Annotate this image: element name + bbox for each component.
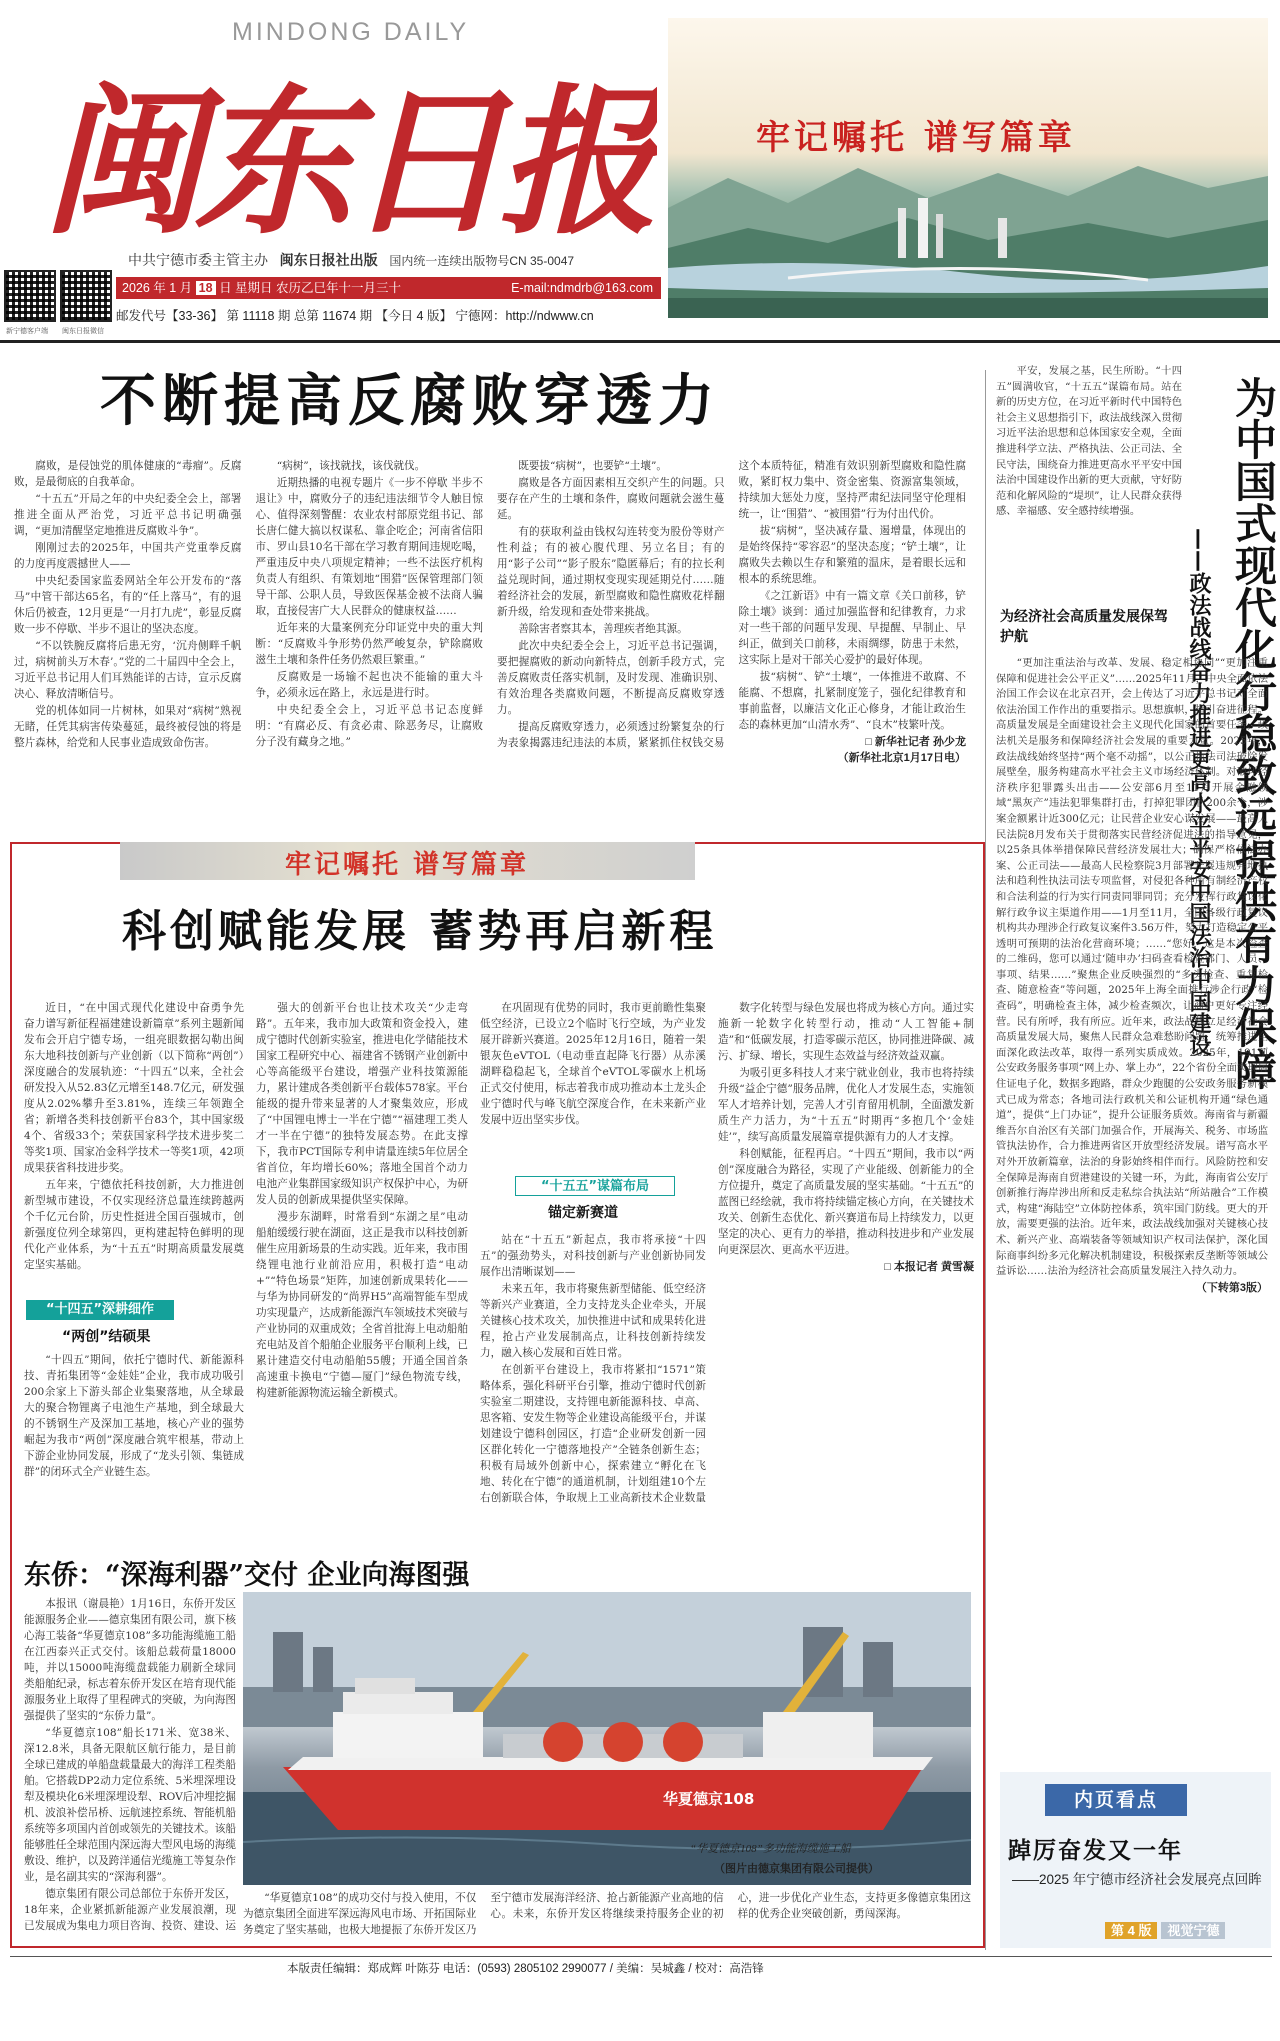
lead-byline-dateline: （新华社北京1月17日电） (837, 752, 966, 764)
feature-paragraph: 漫步东湖畔，时常看到“东湖之星”电动船舶缓缓行驶在湖面，这正是我市以科技创新催生应用新场景的生动实践。近年来，我市围绕锂电池行业前沿应用，积极打造“电动+”“特色场景”矩阵，加速创新成果转化——与华为协同研发的“尚界H5”高端智能车型成功实现量产，达成新能源汽车领域技术突破与产业协同的双重成效；全省首批海上电动船舶充电站及首个船舶企业服务平台顺利上线，已累计建造交付电动船舶55艘；开通全国首条高速重卡换电“宁德—厦门”绿色物流专线，构建新能源物流运输全新模式。 (256, 1211, 468, 1399)
feature-paragraph: “十四五”期间，依托宁德时代、新能源科技、青拓集团等“金娃娃”企业，我市成功吸引200余家上下游头部企业集聚落地，从全球最大的聚合物锂离子电池生产基地，到全球最大的不锈钢生产及深加工基地，核心产业的强势崛起为我市“两创”深度融合筑牢根基，带动上下游企业协同发展，形成了“龙头引领、集链成群”的闭环式全产业链生态。 (24, 1354, 244, 1478)
date-bar (116, 277, 661, 299)
dongqiao-col-bottom (243, 1890, 971, 1944)
masthead (0, 0, 1280, 340)
feature-col-4 (718, 1000, 974, 1536)
right-intro (996, 364, 1182, 604)
feature-headline[interactable]: 科创赋能发展 蓄势再启新程 (122, 906, 718, 957)
lead-paragraph: 拔“病树”、铲“土壤”，一体推进不敢腐、不能腐、不想腐，扎紧制度笼子，强化纪律教育和事前监督，以廉洁文化正心修身，才能让政治生态的森林更加“山清水秀”、“良木”枝繁叶茂。 (738, 671, 966, 731)
masthead-logo (42, 48, 657, 243)
lead-paragraph: 近年来的大量案例充分印证党中央的重大判断：“反腐败斗争形势仍然严峻复杂，铲除腐败滋生土壤和条件任务仍然艰巨繁重。” (255, 622, 483, 666)
right-continue: （下转第3版） (1195, 1281, 1268, 1294)
qr-code-wechat[interactable] (60, 270, 112, 322)
lead-paragraph: 腐败是各方面因素相互交织产生的问题。只要存在产生的土壤和条件，腐败问题就会滋生蔓延。 (497, 477, 725, 521)
ship-hull-name: 华夏德京108 (663, 1790, 755, 1808)
email[interactable]: E-mail:ndmdrb@163.com (511, 281, 653, 295)
lead-paragraph: “病树”，该找就找，该伐就伐。 (276, 460, 426, 472)
lead-paragraph: 《之江新语》中有一篇文章《关口前移，铲除土壤》谈到：通过加强监督和纪律教育，力求对一些干部的问题早发现、早提醒、早制止、早纠正，做到关口前移，未雨绸缪，防患于未然，这实际上是对干部关心爱护的最好体现。 (738, 590, 966, 666)
ship-photo[interactable] (243, 1592, 971, 1885)
qr-caption-app: 新宁德客户端 (6, 328, 48, 335)
right-body (996, 656, 1268, 1762)
ship-illustration (243, 1592, 971, 1885)
dongqiao-paragraph: “华夏德京108”船长171米、宽38米、深12.8米，具备无限航区航行能力，是目前全球已建成的单船盘载量最大的海洋工程类船舶。它搭载DP2动力定位系统、5米埋深埋设犁及模块化6米埋深埋设犁、ROV后冲埋挖掘机、波浪补偿吊桥、远航速控系统、智能机船系统等多项国内首创或领先的关键技术。该船能够胜任全球范围内深远海大型风电场的海缆敷设、维护，以及跨洋通信光缆施工等复杂作业，是名副其实的“深海利器”。 (24, 1727, 236, 1883)
lead-body (14, 458, 966, 826)
inner-preview-title[interactable]: 踔厉奋发又一年 (1008, 1837, 1183, 1864)
inner-preview-subtitle: ——2025 年宁德市经济社会发展亮点回眸 (1012, 1872, 1262, 1887)
date-suffix: 日 星期日 农历乙巳年十一月三十 (219, 281, 402, 295)
lead-paragraph: 此次中央纪委全会上，习近平总书记强调，要把握腐败的新动向新特点，创新手段方式，完善反腐败责任落实机制，及时发现、准确识别、有效治理各类腐败问题，不断提高反腐败穿透力。 (497, 640, 725, 716)
feature-col-3a (480, 1000, 706, 1162)
photo-caption: “华夏德京108”多功能海缆施工船 (690, 1843, 851, 1855)
lead-paragraph: 中央纪委全会上，习近平总书记态度鲜明：“有腐必反、有贪必肃、除恶务尽，让腐败分子没有藏身之地。” (255, 704, 483, 748)
masthead-logo-text: 闽东日报 (42, 68, 651, 243)
footer-credits: 本版责任编辑：郑成辉 叶陈芬 电话：(0593) 2805102 2990077 / 美编：吴城鑫 / 校对：高浩锋 (287, 1963, 764, 1975)
lead-paragraph: 中央纪委国家监委网站全年公开发布的“落马”中管干部达65名，有的“任上落马”，有的退休后仍被查，12月更是“一月打九虎”，彰显反腐败一步不停歇、半步不退让的坚决态度。 (14, 575, 242, 635)
banner-landscape (668, 148, 1268, 318)
feature-paragraph: 五年来，宁德依托科技创新，大力推进创新型城市建设，不仅实现经济总量连续跨越两个千亿元台阶，历史性挺进全国百强城市，创新强度位列全球第四，更构建起特色鲜明的现代化产业体系，为“十五五”时期高质量发展奠定坚实基础。 (24, 1179, 244, 1271)
masthead-divider (0, 340, 1280, 343)
masthead-english-name: MINDONG DAILY (232, 18, 470, 46)
feature-paragraph: 在创新平台建设上，我市将紧扣“1571”策略体系，强化科研平台引擎，推动宁德时代创新实验室二期建设，支持锂电新能源科技、卓高、思客箱、安发生物等企业建设高能级平台，并谋划建设宁德科创园区，打造“企业研发创新一园区群化转化一宁德落地投产”全链条创新生态；积极有局域外创新中心，探索建立“孵化在飞地、转化在宁德”的通道机制，计划组建10个左右创新联合体，争取规上工业高新技术企业数量 (480, 1364, 706, 1504)
inner-preview-page-name: 视觉宁德 (1161, 1922, 1225, 1939)
lead-paragraph: “不以铁腕反腐将后患无穷，‘沉舟侧畔千帆过，病树前头万木春’。”党的二十届四中全会上，习近平总书记用人们耳熟能详的古诗，宣示反腐决心、释放清晰信号。 (14, 640, 242, 700)
lead-paragraph: 刚刚过去的2025年，中国共产党重拳反腐的力度再度震撼世人—— (14, 542, 242, 570)
footer-divider (10, 1956, 1272, 1957)
qr-caption-wechat: 闽东日报微信 (62, 328, 104, 335)
dongqiao-col-1 (24, 1596, 236, 1940)
feature-col-3b (480, 1232, 706, 1536)
lead-paragraph: 有的获取利益由钱权勾连转变为股份等财产性利益；有的被心腹代理、另立名目；有的用“影子公司”“影子股东”隐匿幕后；有的拉长利益兑现时间，通过期权变现实现延期兑付……随着经济社会的发展，新型腐败和隐性腐败花样翻新升级，给发现和查处带来挑战。 (497, 526, 725, 618)
qr-code-app[interactable] (4, 270, 56, 322)
feature-banner-text: 牢记嘱托 谱写篇章 (285, 850, 530, 880)
lead-paragraph: 近期热播的电视专题片《一步不停歇 半步不退让》中，腐败分子的违纪违法细节令人触目惊心、值得深刻警醒：农业农村部原党组书记、部长唐仁健大搞以权谋私、靠企吃企；河南省信阳市、罗山县10名干部在学习教育期间违规吃喝，严重违反中央八项规定精神；一些不法医疗机构负责人有组织、有策划地“围猎”医保管理部门领导干部、公职人员，导致医保基金被不法商人骗取，直接侵害广大人民群众的健康权益…… (255, 477, 483, 617)
dongqiao-paragraph: 本报讯（谢晨艳）1月16日，东侨开发区能源服务企业——德京集团有限公司，旗下核心海工装备“华夏德京108”多功能海缆施工船在江西泰兴正式交付。该船总载荷量18000吨，并以15000吨海缆盘载能力刷新全球同类船舶纪录，标志着东侨开发区在培育现代能源服务业上取得了里程碑式的突破，为向海图强提供了坚实的“东侨力量”。 (24, 1598, 236, 1722)
date-day: 18 (196, 281, 216, 295)
right-subhead: 为经济社会高质量发展保驾护航 (1000, 609, 1168, 645)
lead-paragraph: “十五五”开局之年的中央纪委全会上，部署推进全面从严治党，习近平总书记明确强调，“更加清醒坚定地推进反腐败斗争”。 (14, 493, 242, 537)
right-intro-paragraph: 平安，发展之基，民生所盼。“十四五”圆满收官，“十五五”谋篇布局。站在新的历史方位，在习近平新时代中国特色社会主义思想指引下，政法战线深入贯彻习近平法治思想和总体国家安全观，全面推进科学立法、严格执法、公正司法、全民守法，围绕奋力推进更高水平平安中国法治中国建设作出新的更大贡献，守好防范和化解风险的“堤坝”，让人民群众获得感、幸福感、安全感持续增强。 (996, 365, 1182, 518)
masthead-banner-image (668, 18, 1268, 318)
dongqiao-headline[interactable]: 东侨：“深海利器”交付 企业向海图强 (24, 1560, 470, 1591)
dongqiao-paragraph: 德京集团有限公司总部位于东侨开发区，18年来，企业紧抓新能源产业发展浪潮，现已发展成为集电力项目咨询、投资、建设、运 (24, 1888, 236, 1932)
feature-byline: □ 本报记者 黄雪凝 (884, 1261, 974, 1273)
dongqiao-paragraph: “华夏德京108”的成功交付与投入使用，不仅为德京集团全面进军深远海风电市场、开拓国际业务奠定了坚实基础，也极大地提振了东侨开发区乃至宁德市发展海洋经济、抢占新能源产业高地的信心。未来，东侨开发区将继续秉持服务企业的初心，进一步优化产业生态，支持更多像德京集团这样的优秀企业突破创新，勇闯深海。 (243, 1892, 971, 1936)
inner-preview-tag: 内页看点 (1045, 1784, 1187, 1816)
lead-paragraph: 提高反腐败穿透力，必须透过纷繁复杂的行为表象揭露违纪违法的本质，紧紧抓住权钱交易这个本质特征，精准有效识别新型腐败和隐性腐败，紧盯权力集中、资金密集、资源富集领域，持续加大惩处力度，坚持严肃纪法同坚守伦理相统一，让“围猎”、“被围猎”行为付出代价。 (497, 460, 966, 749)
feature-tag-14th: “十四五”深耕细作 (26, 1300, 174, 1320)
feature-col-1b (24, 1352, 244, 1536)
lead-paragraph: 反腐败是一场输不起也决不能输的重大斗争，必须永远在路上，永远是进行时。 (255, 671, 483, 699)
feature-tag-15th: “十五五”谋篇布局 (515, 1176, 675, 1196)
masthead-sponsor-line (128, 250, 574, 270)
feature-paragraph: 为吸引更多科技人才来宁就业创业，我市也将持续升级“益企宁德”服务品牌，优化人才发展生态，实施领军人才培养计划，完善人才引育留用机制，全面激发新质生产力活力，为“十五五”时期再“多抱几个‘金娃娃’”，续写高质量发展篇章提供源有力的人才支撑。 (718, 1067, 974, 1143)
feature-tag-14th-subtitle: “两创”结硕果 (62, 1329, 151, 1345)
publisher: 闽东日报社出版 (279, 252, 378, 268)
right-sub-title: ——政法战线奋力推进更高水平平安中国法治中国建设 (1186, 528, 1211, 1056)
feature-paragraph: 未来五年，我市将聚焦新型储能、低空经济等新兴产业赛道，全力支持龙头企业牵头，开展关键核心技术攻关，加快推进中试和成果转化进程，抢占产业发展制高点，让科技创新持续发力，融入核心发展和百姓日常。 (480, 1283, 706, 1359)
feature-paragraph: 近日，“在中国式现代化建设中奋勇争先 奋力谱写新征程福建建设新篇章”系列主题新闻发布会开启宁德专场，一组亮眼数据勾勒出闽东大地科技创新与产业创新（以下简称“两创”）深度融合的发展轨迹：“十四五”以来，全社会研发投入从52.83亿元增至148.7亿元，研发强度从2.02%攀升至3.81%，连续三年领跑全省；新增各类科技创新平台83个，其中国家级4个、省级33个；荣获国家科学技术进步奖二等奖1项、国家冶金科学技术一等奖1项，42项成果获省科技进步奖。 (24, 1002, 244, 1174)
lead-paragraph: 既要拔“病树”，也要铲“土壤”。 (518, 460, 667, 472)
date-prefix: 2026 年 1 月 (122, 281, 193, 295)
inner-preview-page-number: 第 4 版 (1105, 1922, 1157, 1939)
lead-paragraph: 腐败，是侵蚀党的肌体健康的“毒瘤”。反腐败，是最彻底的自我革命。 (14, 460, 242, 488)
feature-col-1a (24, 1000, 244, 1290)
lead-paragraph: 善除害者察其本，善理疾者绝其源。 (518, 623, 688, 635)
feature-banner (120, 842, 695, 880)
feature-tag-15th-subtitle: 锚定新赛道 (548, 1205, 618, 1221)
banner-title: 牢记嘱托 谱写篇章 (756, 118, 1076, 158)
feature-paragraph: 数字化转型与绿色发展也将成为核心方向。通过实施新一轮数字化转型行动，推动“人工智能+制造”和“低碳发展，打造零碳示范区，协同推进降碳、减污、扩绿、增长，实现生态效益与经济效益双赢。 (718, 1002, 974, 1062)
lead-headline[interactable]: 不断提高反腐败穿透力 (100, 369, 720, 434)
cn-number: 国内统一连续出版物号CN 35-0047 (389, 254, 575, 268)
right-main-title[interactable]: 为中国式现代化行稳致远提供有力保障 (1229, 376, 1278, 1090)
lead-byline-reporter: □ 新华社记者 孙少龙 (865, 736, 966, 748)
feature-paragraph: 站在“十五五”新起点，我市将承接“十四五”的强劲势头，对科技创新与产业创新协同发展作出清晰谋划—— (480, 1234, 706, 1278)
issue-line: 邮发代号【33-36】 第 11118 期 总第 11674 期 【今日 4 版】 宁德网：http://ndwww.cn (116, 309, 594, 323)
lead-paragraph: 拔“病树”，坚决减存量、遏增量，体现出的是始终保持“零容忍”的坚决态度；“铲土壤”，让腐败失去赖以生存和繁殖的温床，是着眼长远和根本的系统思维。 (738, 525, 966, 585)
feature-col-2 (256, 1000, 468, 1536)
lead-paragraph: 党的机体如同一片树林，如果对“病树”熟视无睹，任凭其病害传染蔓延，最终被侵蚀的将是整片森林，给党和人民事业造成致命伤害。 (14, 705, 242, 749)
feature-paragraph: 强大的创新平台也让技术攻关“少走弯路”。五年来，我市加大政策和资金投入，建成宁德时代创新实验室，推进电化学储能技术国家工程研究中心、福建省不锈钢产业创新中心等高能级平台建设，增强产业科技策源能力，累计建成各类创新平台载体578家。平台能级的提升带来显著的人才聚集效应，形成了“中国锂电博士一半在宁德”“福建理工类人才一半在宁德”的独特发展态势。在此支撑下，我市PCT国际专利申请量连续5年位居全省首位，年均增长60%；落地全国首个动力电池产业集群国家级知识产权保护中心，为研发人员的创新成果提供坚实保障。 (256, 1002, 468, 1206)
column-divider (985, 370, 986, 1950)
inner-preview-page-badge[interactable] (1105, 1920, 1225, 1939)
feature-paragraph: 科创赋能，征程再启。“十四五”期间，我市以“两创”深度融合为路径，实现了产业能级、创新能力的全方位提升，奠定了高质量发展的坚实基础。“十五五”的蓝图已经绘就，我市将持续锚定核心方向，在关键技术攻关、创新生态优化、新兴赛道布局上持续发力，以更坚定的决心、更有力的举措，推动科技进步和产业发展向更深层次、更高水平迈进。 (718, 1148, 974, 1256)
right-body-paragraph: “更加注重法治与改革、发展、稳定相协同”“更加注重保障和促进社会公平正义”……2025年11月，中央全面依法治国工作会议在北京召开，会上传达了习近平总书记对全面依法治国工作作出的重要指示。思想旗帜，指引奋进征程。高质量发展是全面建设社会主义现代化国家的首要任务，政法机关是服务和保障经济社会发展的重要力量。2025年，政法战线始终坚持“两个毫不动摇”，以公正执法司法破除发展壁垒，服务构建高水平社会主义市场经济体制。对破坏经济秩序犯罪露头出击——公安部6月至11月开展金融领域“黑灰产”违法犯罪集群打击，打掉犯罪团伙200余个，涉案金额累计近300亿元；让民营企业安心谋发展——最高人民法院8月发布关于贯彻落实民营经济促进法的指导意见，以25条具体举措保障民营经济发展壮大；确保严格依法办案、公正司法——最高人民检察院3月部署开展违规异地执法和趋利性执法司法专项监督，对侵犯各种所有制经济产权和合法利益的行为实行同责同罪同罚；充分发挥行政复议化解行政争议主渠道作用——1月至11月，全国各级行政复议机构共办理涉企行政复议案件3.56万件，努力打造稳定公平透明可预期的法治化营商环境；……“您好，这是本次检查的二维码，您可以通过‘随申办’扫码查看检查部门、人员、事项、结果……”聚焦企业反映强烈的“多头检查、重复检查、随意检查”等问题，2025年上海全面推行涉企行政“检查码”，明确检查主体，减少检查频次，让商户更好专注经营。民有所呼，我有所应。近年来，政法战线立足经济社会高质量发展大局，聚焦人民群众急难愁盼问题，统筹推进全面深化政法改革，取得一系列实质成效。2025年，191项公安政务服务事项“网上办、掌上办”，22个省份全面实现居住证电子化，数据多跑路，群众少跑腿的公安政务服务新模式已成为常态；各地司法行政机关和公证机构开通“绿色通道”，提供“上门办证”，提升公证服务质效。海南省与新疆维吾尔自治区有关部门加强合作，开展海关、税务、市场监管执法协作，合力推进两省区开放型经济发展。谱写高水平对外开放新篇章，法治的身影始终相伴而行。风险防控和安全保障是海南自贸港建设的关键一环，为此，海南省公安厅创新推行海岸涉出所和反走私综合执法站“所站融合”工作模式，构建“海陆空”立体防控体系，筑牢国门防线。更大的开放，需要更强的法治。近年来，政法战线加强对关键核心技术、新兴产业、高端装备等领域知识产权司法保护，深化国际商事纠纷多元化解决机制建设，积极探索反垄断等领域公益诉讼……法治为经济社会高质量发展注入持久动力。 (996, 657, 1268, 1278)
photo-credit: （图片由德京集团有限公司提供） (714, 1863, 879, 1875)
sponsor: 中共宁德市委主管主办 (128, 252, 268, 268)
feature-paragraph: 在巩固现有优势的同时，我市更前瞻性集聚低空经济，已设立2个临时飞行空域，为产业发展开辟新兴赛道。2025年12月16日，随着一架银灰色eVTOL（电动垂直起降飞行器）从赤溪湖畔稳稳起飞，全球首个eVTOL零碳水上机场正式交付使用，标志着我市成功推动本土龙头企业宁德时代与峰飞航空深度合作，在未来新产业发展中迈出坚实步伐。 (480, 1002, 706, 1126)
